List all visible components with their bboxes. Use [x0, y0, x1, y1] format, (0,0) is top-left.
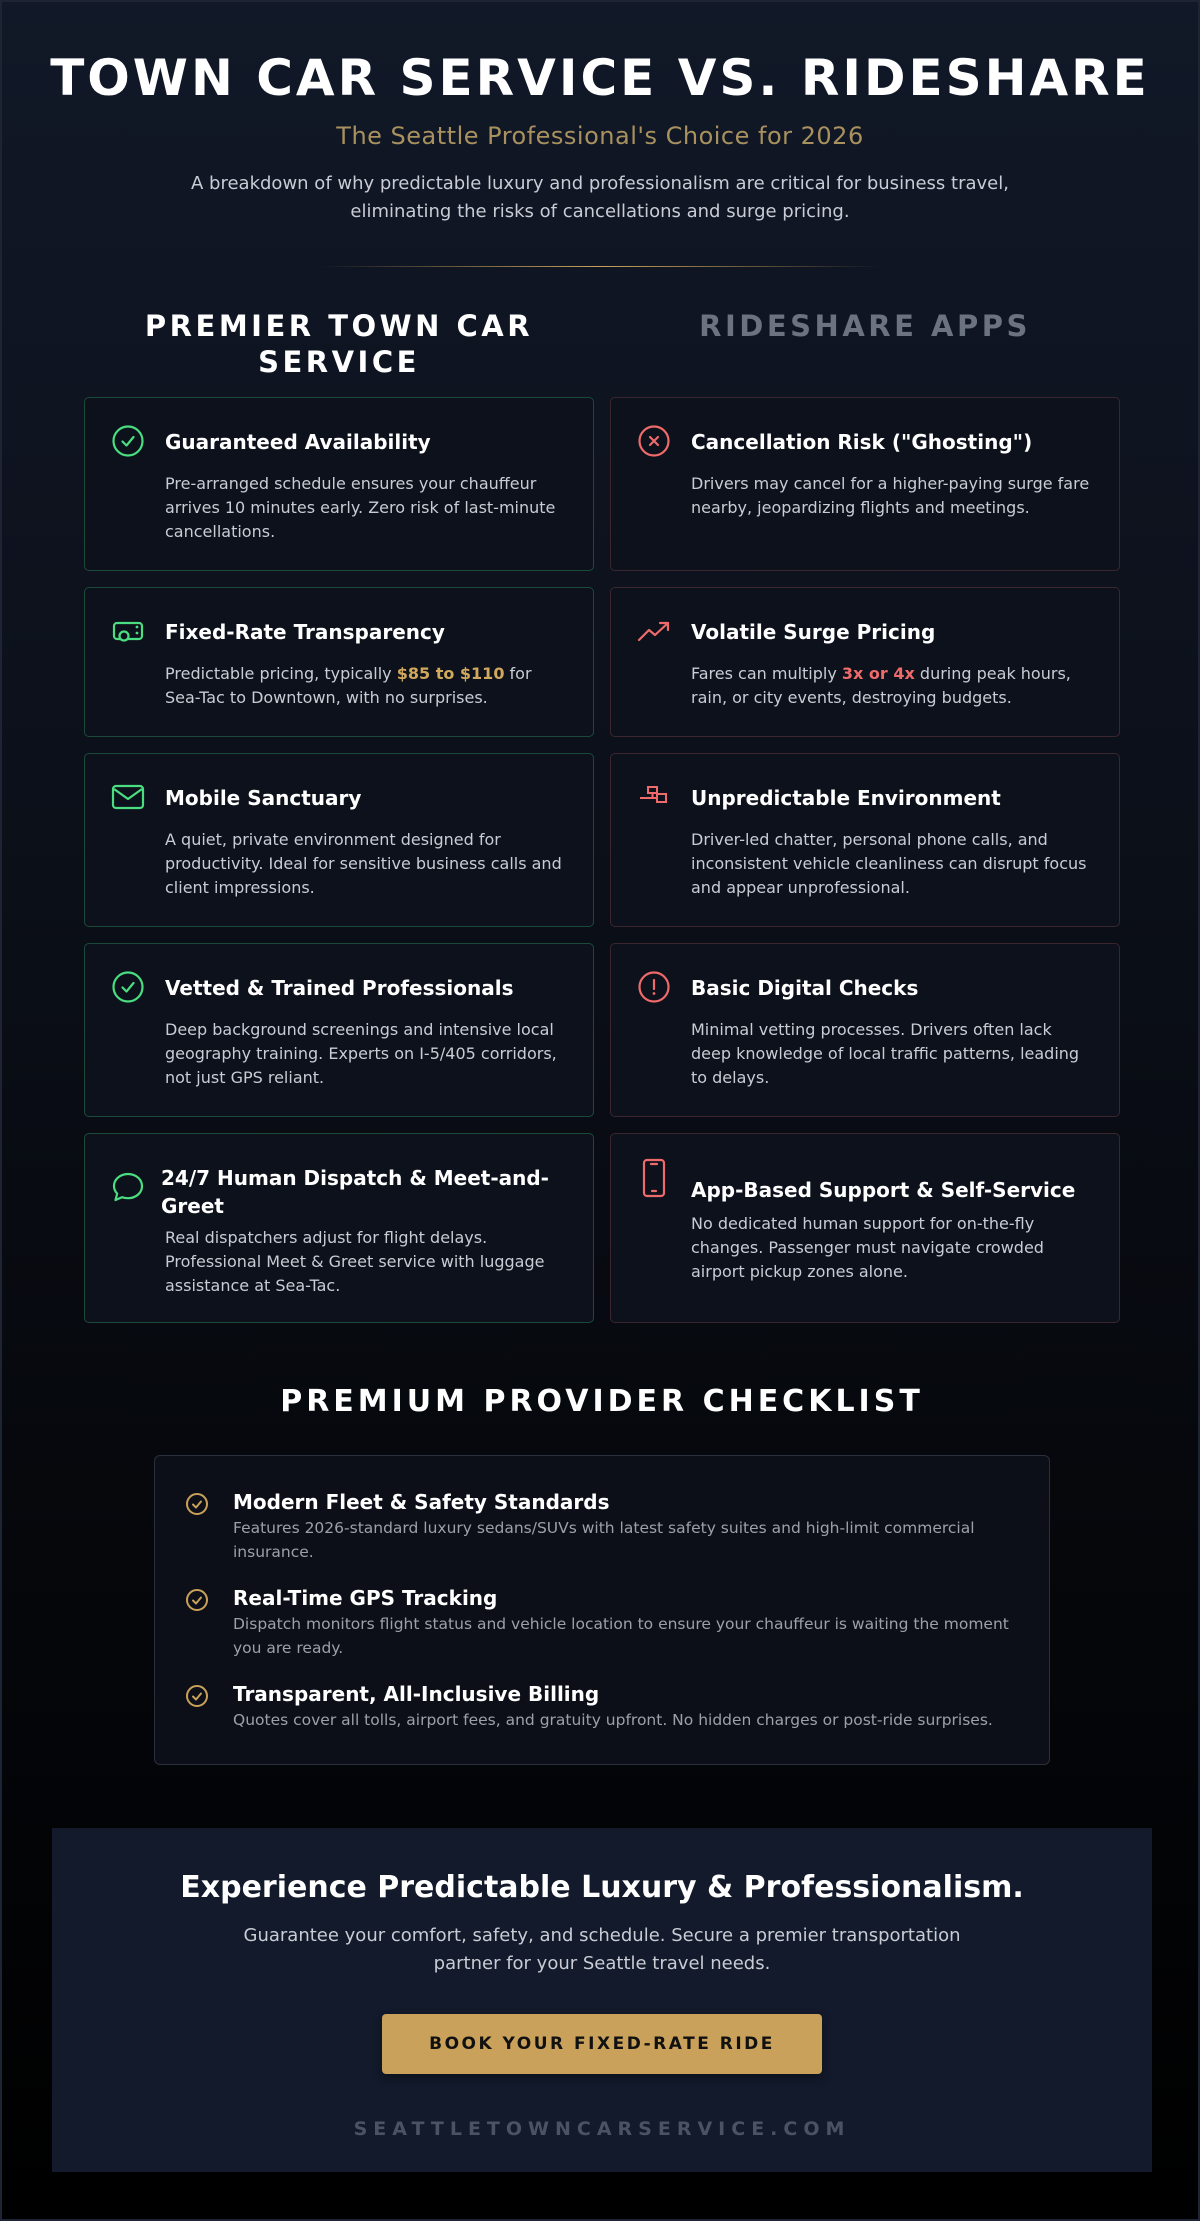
- check-circle-icon: [185, 1588, 209, 1612]
- call-to-action: [52, 1828, 1152, 2172]
- checklist-item-title: Transparent, All-Inclusive Billing: [233, 1682, 600, 1706]
- page-subtitle: The Seattle Professional's Choice for 2026: [336, 122, 864, 150]
- description-text: Fares can multiply: [691, 664, 842, 683]
- card-description: [691, 662, 1093, 710]
- alert-circle-icon: [637, 970, 671, 1004]
- smartphone-icon: [637, 1158, 671, 1198]
- price-range-highlight: $85 to $110: [396, 664, 505, 683]
- checklist-title: PREMIUM PROVIDER CHECKLIST: [280, 1384, 924, 1419]
- card-description: Minimal vetting processes. Drivers often lack deep knowledge of local traffic patterns, leading to delays.: [691, 1020, 1080, 1087]
- card-description: Real dispatchers adjust for flight delays. Professional Meet & Greet service with luggage assistance at Sea-Tac.: [165, 1228, 545, 1295]
- checklist-item-title: Real-Time GPS Tracking: [233, 1586, 498, 1610]
- book-ride-button[interactable]: BOOK YOUR FIXED-RATE RIDE: [382, 2014, 822, 2074]
- card-description: Pre-arranged schedule ensures your chauffeur arrives 10 minutes early. Zero risk of last-minute cancellations.: [165, 474, 556, 541]
- comparison-header: [84, 308, 1120, 382]
- town-car-card-vetted: [84, 943, 594, 1117]
- rideshare-card-app-support: [610, 1133, 1120, 1323]
- card-title: Fixed-Rate Transparency: [165, 620, 445, 644]
- check-circle-icon: [185, 1492, 209, 1516]
- town-car-card-mobile-sanctuary: [84, 753, 594, 927]
- description-text: Predictable pricing, typically: [165, 664, 397, 683]
- x-circle-icon: [637, 424, 671, 458]
- check-circle-icon: [185, 1684, 209, 1708]
- card-description: [165, 662, 567, 710]
- envelope-icon: [111, 780, 145, 814]
- network-icon: [637, 780, 671, 814]
- intro-text: A breakdown of why predictable luxury and professionalism are critical for business travel, eliminating the risks of cancellations and surge pricing.: [191, 173, 1009, 222]
- check-circle-icon: [111, 424, 145, 458]
- rideshare-card-surge: [610, 587, 1120, 737]
- description-text: for Sea-Tac to Downtown, with no surprises.: [165, 664, 532, 707]
- card-title: App-Based Support & Self-Service: [691, 1178, 1076, 1202]
- surge-multiplier-highlight: 3x or 4x: [841, 664, 915, 683]
- checklist-item-description: Dispatch monitors flight status and vehicle location to ensure your chauffeur is waiting the moment you are ready.: [233, 1615, 1009, 1657]
- town-car-column-title: PREMIER TOWN CAR SERVICE: [144, 309, 534, 379]
- checklist-item-description: Quotes cover all tolls, airport fees, and gratuity upfront. No hidden charges or post-ride surprises.: [233, 1711, 993, 1729]
- trending-up-icon: [637, 614, 671, 648]
- rideshare-column-title: RIDESHARE APPS: [699, 309, 1031, 343]
- card-description: Drivers may cancel for a higher-paying surge fare nearby, jeopardizing flights and meetings.: [691, 474, 1090, 517]
- rideshare-card-cancellation: [610, 397, 1120, 571]
- card-title: Basic Digital Checks: [691, 976, 919, 1000]
- card-description: Deep background screenings and intensive local geography training. Experts on I-5/405 corridors, not just GPS reliant.: [165, 1020, 557, 1087]
- cta-text: Guarantee your comfort, safety, and schedule. Secure a premier transportation partner for your Seattle travel needs.: [243, 1925, 961, 1974]
- card-title: Unpredictable Environment: [691, 786, 1001, 810]
- card-title: 24/7 Human Dispatch & Meet-and-Greet: [161, 1166, 549, 1218]
- chat-bubble-icon: [111, 1170, 145, 1204]
- card-description: No dedicated human support for on-the-fly changes. Passenger must navigate crowded airport pickup zones alone.: [691, 1214, 1044, 1281]
- town-car-card-availability: [84, 397, 594, 571]
- card-title: Mobile Sanctuary: [165, 786, 362, 810]
- card-title: Guaranteed Availability: [165, 430, 431, 454]
- rideshare-card-digital-checks: [610, 943, 1120, 1117]
- card-title: Cancellation Risk ("Ghosting"): [691, 430, 1033, 454]
- card-description: A quiet, private environment designed for productivity. Ideal for sensitive business calls and client impressions.: [165, 830, 562, 897]
- description-text: during peak hours, rain, or city events, destroying budgets.: [691, 664, 1071, 707]
- check-circle-icon: [111, 970, 145, 1004]
- town-car-card-dispatch: [84, 1133, 594, 1323]
- town-car-card-fixed-rate: [84, 587, 594, 737]
- checklist-item-description: Features 2026-standard luxury sedans/SUVs with latest safety suites and high-limit commercial insurance.: [233, 1519, 975, 1561]
- website-url: SEATTLETOWNCARSERVICE.COM: [353, 2118, 851, 2140]
- cta-heading: Experience Predictable Luxury & Professionalism.: [180, 1870, 1024, 1905]
- gold-divider: [320, 266, 880, 267]
- card-title: Volatile Surge Pricing: [691, 620, 936, 644]
- cash-icon: [111, 614, 145, 648]
- card-description: Driver-led chatter, personal phone calls, and inconsistent vehicle cleanliness can disrupt focus and appear unprofessional.: [691, 830, 1087, 897]
- premium-provider-checklist: [154, 1455, 1050, 1765]
- card-title: Vetted & Trained Professionals: [165, 976, 514, 1000]
- rideshare-card-environment: [610, 753, 1120, 927]
- page-title: TOWN CAR SERVICE VS. RIDESHARE: [50, 49, 1150, 107]
- checklist-item-title: Modern Fleet & Safety Standards: [233, 1490, 610, 1514]
- hero: [2, 2, 1198, 267]
